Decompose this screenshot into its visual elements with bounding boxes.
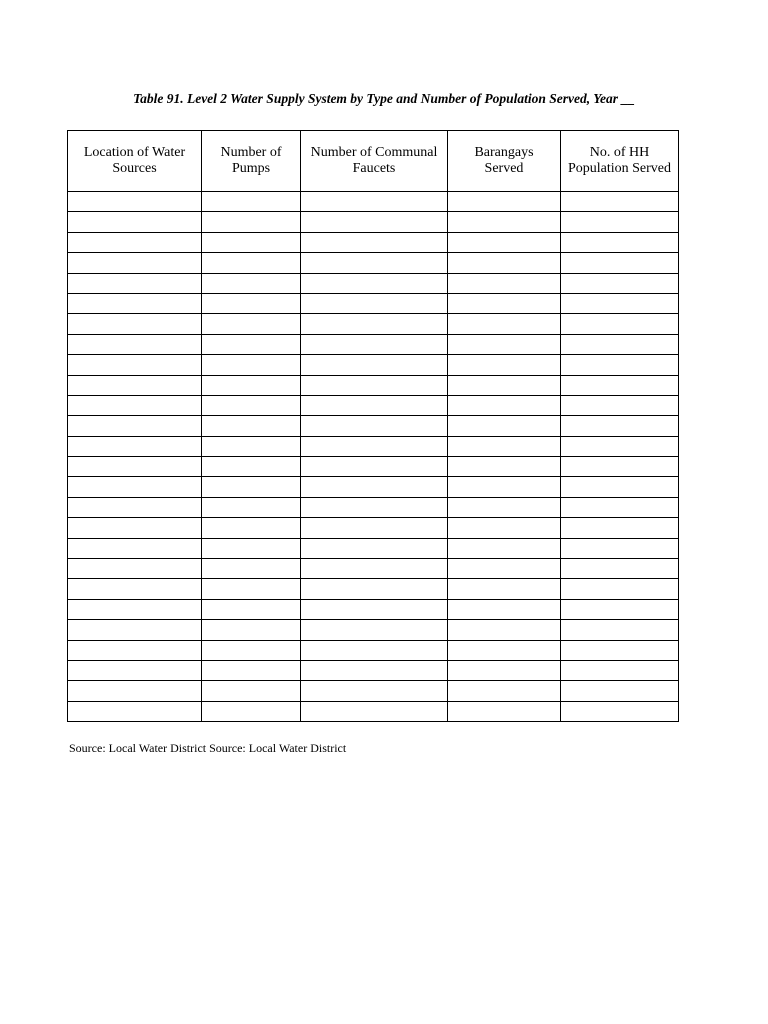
table-row — [68, 212, 679, 232]
table-cell — [301, 375, 448, 395]
table-cell — [68, 681, 202, 701]
table-cell — [301, 660, 448, 680]
table-cell — [561, 212, 679, 232]
table-row — [68, 538, 679, 558]
table-row — [68, 457, 679, 477]
table-cell — [561, 314, 679, 334]
table-row — [68, 640, 679, 660]
table-cell — [202, 497, 301, 517]
table-cell — [202, 192, 301, 212]
table-cell — [448, 232, 561, 252]
column-header-line: Served — [484, 161, 524, 176]
table-cell — [561, 681, 679, 701]
table-cell — [301, 457, 448, 477]
table-cell — [68, 416, 202, 436]
table-cell — [202, 538, 301, 558]
table-cell — [448, 314, 561, 334]
table-cell — [301, 681, 448, 701]
table-cell — [68, 497, 202, 517]
table-cell — [68, 436, 202, 456]
column-header-line: Location of Water — [83, 145, 186, 160]
table-cell — [202, 416, 301, 436]
table-cell — [202, 681, 301, 701]
table-cell — [301, 232, 448, 252]
table-cell — [301, 620, 448, 640]
table-cell — [448, 395, 561, 415]
table-cell — [561, 660, 679, 680]
table-cell — [301, 314, 448, 334]
table-cell — [68, 538, 202, 558]
table-cell — [68, 293, 202, 313]
table-cell — [448, 640, 561, 660]
table-cell — [561, 457, 679, 477]
table-cell — [202, 355, 301, 375]
column-header-line: Number of Communal — [310, 145, 438, 160]
table-cell — [561, 293, 679, 313]
table-cell — [561, 538, 679, 558]
table-cell — [561, 436, 679, 456]
table-row — [68, 192, 679, 212]
table-cell — [448, 599, 561, 619]
column-header-pumps — [202, 131, 301, 192]
table-row — [68, 232, 679, 252]
table-cell — [202, 599, 301, 619]
table-cell — [68, 355, 202, 375]
table-cell — [301, 334, 448, 354]
table-cell — [202, 436, 301, 456]
table-cell — [68, 395, 202, 415]
table-row — [68, 355, 679, 375]
table-cell — [448, 355, 561, 375]
table-cell — [448, 477, 561, 497]
table-cell — [561, 375, 679, 395]
table-cell — [202, 314, 301, 334]
table-row — [68, 314, 679, 334]
table-row — [68, 477, 679, 497]
table-row — [68, 416, 679, 436]
table-row — [68, 395, 679, 415]
table-cell — [202, 660, 301, 680]
table-cell — [202, 640, 301, 660]
table-cell — [561, 232, 679, 252]
table-cell — [68, 457, 202, 477]
table-cell — [561, 640, 679, 660]
table-row — [68, 375, 679, 395]
table-cell — [301, 640, 448, 660]
table-cell — [561, 620, 679, 640]
table-row — [68, 253, 679, 273]
table-cell — [68, 314, 202, 334]
table-row — [68, 293, 679, 313]
table-cell — [448, 518, 561, 538]
table-cell — [202, 334, 301, 354]
table-cell — [448, 559, 561, 579]
table-cell — [448, 681, 561, 701]
table-header-row — [68, 131, 679, 192]
table-cell — [68, 599, 202, 619]
table-cell — [202, 253, 301, 273]
column-header-line: Pumps — [231, 161, 271, 176]
table-cell — [68, 620, 202, 640]
table-cell — [448, 416, 561, 436]
table-cell — [561, 192, 679, 212]
table-cell — [448, 620, 561, 640]
column-header-line: Sources — [112, 161, 157, 176]
table-cell — [202, 232, 301, 252]
table-cell — [202, 518, 301, 538]
column-header-location — [68, 131, 202, 192]
table-cell — [561, 701, 679, 721]
table-cell — [301, 355, 448, 375]
table-cell — [448, 273, 561, 293]
table-row — [68, 559, 679, 579]
table-row — [68, 518, 679, 538]
table-cell — [68, 477, 202, 497]
table-cell — [68, 334, 202, 354]
table-cell — [301, 538, 448, 558]
column-header-line: Faucets — [352, 161, 396, 176]
table-cell — [301, 477, 448, 497]
column-header-faucets — [301, 131, 448, 192]
table-cell — [448, 660, 561, 680]
table-cell — [202, 212, 301, 232]
table-cell — [561, 395, 679, 415]
table-cell — [68, 192, 202, 212]
table-cell — [202, 273, 301, 293]
table-cell — [448, 212, 561, 232]
column-header-barangays — [448, 131, 561, 192]
table-cell — [448, 497, 561, 517]
table-cell — [448, 293, 561, 313]
table-row — [68, 599, 679, 619]
table-cell — [202, 620, 301, 640]
page-title: Table 91. Level 2 Water Supply System by Type and Number of Population Served, Year __ — [133, 91, 635, 106]
table-cell — [561, 253, 679, 273]
table-cell — [448, 538, 561, 558]
table-cell — [202, 559, 301, 579]
table-cell — [301, 212, 448, 232]
table-cell — [68, 273, 202, 293]
column-header-population — [561, 131, 679, 192]
table-cell — [202, 395, 301, 415]
table-cell — [448, 375, 561, 395]
table-cell — [68, 640, 202, 660]
table-cell — [448, 253, 561, 273]
table-cell — [202, 293, 301, 313]
table-row — [68, 497, 679, 517]
table-cell — [561, 518, 679, 538]
table-cell — [561, 599, 679, 619]
table-cell — [301, 579, 448, 599]
source-note: Source: Local Water District Source: Local Water District — [69, 741, 347, 755]
table-cell — [561, 579, 679, 599]
table-row — [68, 436, 679, 456]
table-cell — [301, 599, 448, 619]
table-cell — [202, 477, 301, 497]
table-cell — [448, 192, 561, 212]
table-row — [68, 579, 679, 599]
table-cell — [301, 273, 448, 293]
table-cell — [301, 293, 448, 313]
table-cell — [301, 416, 448, 436]
table-cell — [561, 273, 679, 293]
table-cell — [301, 559, 448, 579]
table-cell — [68, 212, 202, 232]
table-cell — [301, 701, 448, 721]
table-cell — [68, 579, 202, 599]
table-cell — [561, 497, 679, 517]
table-row — [68, 660, 679, 680]
table-cell — [561, 559, 679, 579]
column-header-line: Barangays — [474, 145, 534, 160]
table-cell — [561, 477, 679, 497]
table-cell — [301, 436, 448, 456]
table-cell — [448, 457, 561, 477]
table-cell — [202, 457, 301, 477]
table-cell — [448, 579, 561, 599]
table-cell — [68, 518, 202, 538]
table-row — [68, 334, 679, 354]
table-cell — [202, 375, 301, 395]
table-cell — [68, 253, 202, 273]
table-cell — [68, 232, 202, 252]
table-cell — [561, 416, 679, 436]
table-cell — [301, 497, 448, 517]
table-cell — [561, 355, 679, 375]
table-cell — [68, 375, 202, 395]
table-cell — [202, 579, 301, 599]
table-row — [68, 273, 679, 293]
table-cell — [202, 701, 301, 721]
table-cell — [301, 395, 448, 415]
table-cell — [68, 660, 202, 680]
table-cell — [448, 701, 561, 721]
table-cell — [68, 701, 202, 721]
column-header-line: Number of — [220, 145, 282, 160]
table-row — [68, 620, 679, 640]
table-cell — [448, 334, 561, 354]
table-cell — [68, 559, 202, 579]
table-body — [68, 192, 679, 722]
table-cell — [301, 192, 448, 212]
table-row — [68, 681, 679, 701]
table-cell — [301, 518, 448, 538]
table-row — [68, 701, 679, 721]
table-cell — [448, 436, 561, 456]
water-supply-table — [67, 130, 679, 722]
table-cell — [561, 334, 679, 354]
column-header-line: No. of HH — [589, 145, 650, 160]
column-header-line: Population Served — [567, 161, 672, 176]
table-cell — [301, 253, 448, 273]
